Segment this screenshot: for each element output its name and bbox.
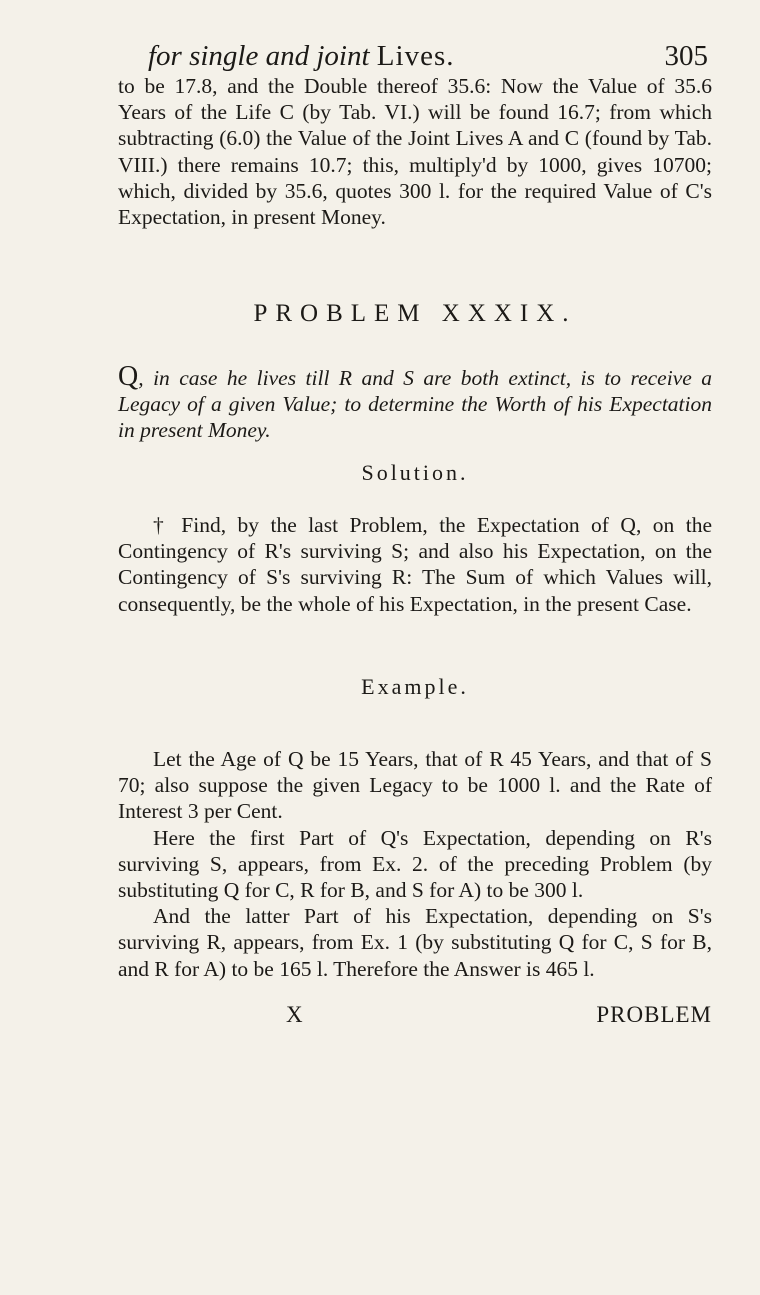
solution-block [118, 512, 712, 617]
signature-mark: X [286, 1002, 303, 1027]
running-title: for single and joint Lives. [148, 40, 455, 72]
problem-title: PROBLEM XXXIX. [253, 300, 577, 327]
intro-paragraph-block [118, 73, 712, 230]
question-letter: Q [118, 361, 139, 392]
solution-heading: Solution. [361, 460, 469, 485]
example-paragraph-2: Here the first Part of Q's Expectation, depending on R's surviving S, appears, from Ex. 2. of the preceding Problem (by substituting Q for C, R for B, and S for A) to be 300 l. [118, 825, 712, 903]
page-footer [118, 1002, 712, 1036]
example-paragraph-3: And the latter Part of his Expectation, depending on S's surviving R, appears, from Ex. 1 (by substituting Q for C, S for B, and R for A) to be 165 l. Therefore the Answer is 465 l. [118, 904, 712, 981]
question-text: , in case he lives till R and S are both extinct, is to receive a Legacy of a given Value; to determine the Worth of his Expectation in present Money. [118, 366, 712, 443]
example-block [118, 746, 712, 982]
example-paragraph-1: Let the Age of Q be 15 Years, that of R 45 Years, and that of S 70; also suppose the given Legacy to be 1000 l. and the Rate of Interest 3 per Cent. [118, 747, 712, 824]
page-number: 305 [664, 40, 708, 72]
intro-paragraph: to be 17.8, and the Double thereof 35.6: Now the Value of 35.6 Years of the Life C (by Tab. VI.) will be found 16.7; from which subtracting (6.0) the Value of the Joint Lives A and C (found by Tab. VIII.) there remains 10.7; this, multiply'd by 1000, gives 10700; which, divided by 35.6, quotes 300 l. for the required Value of C's Expectation, in present Money. [118, 74, 712, 230]
running-title-caps: Lives. [376, 40, 455, 72]
example-heading: Example. [361, 674, 469, 699]
catchword: PROBLEM [596, 1002, 712, 1027]
problem-question [118, 361, 712, 444]
solution-paragraph: † Find, by the last Problem, the Expectation of Q, on the Contingency of R's surviving S; and also his Expectation, on the Contingency of S's surviving R: The Sum of which Values will, consequently, be the whole of his Expectation, in the present Case. [118, 513, 712, 616]
